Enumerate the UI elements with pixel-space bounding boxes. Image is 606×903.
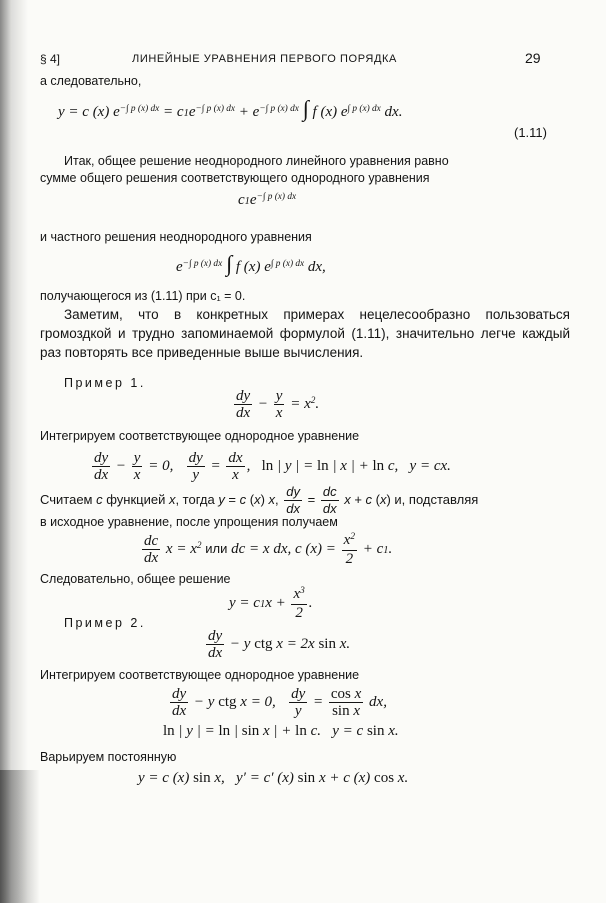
homogeneous-solution-formula: $c1e^{-\int p (x) dx}$ [238, 191, 297, 208]
section-marker: § 4] [40, 52, 61, 66]
general-solution-line-1: Итак, общее решение неоднородного линейного уравнения равно [64, 154, 449, 168]
example-1-general-solution: y = c1x + $\frac{x^3}{2}$ . [229, 585, 313, 621]
integrate-homogeneous-2: Интегрируем соответствующее однородное уравнение [40, 668, 360, 682]
particular-solution-text: и частного решения неоднородного уравнения [40, 230, 312, 244]
example-1-homogeneous: $\frac{dy}{dx}$ − $\frac{y}{x}$ = 0, $\frac{dy}{y}$ = $\frac{dx}{x}$ , ln | y | = ln | x | + ln c, y = cx. [94, 450, 451, 483]
example-1-dc-equation: $\frac{dc}{dx}$ $x = x^2$ или dc = x dx, c (x) = $\frac{x^2}{2}$ + c1. [144, 531, 393, 567]
assume-c-function-line: Считаем c функцией x, тогда y = c (x) x, $\frac{dy}{dx}$ = $\frac{dc}{dx}$ x + c (x) и, подставляя [40, 484, 479, 516]
obtained-text: получающегося из (1.11) при c₁ = 0. [40, 289, 246, 303]
particular-solution-formula: $e^{-\int p (x) dx}$ ∫ f (x) $e^{\int p (x) dx}$ dx, [176, 251, 326, 276]
integrate-homogeneous-1: Интегрируем соответствующее однородное уравнение [40, 429, 360, 443]
equation-1-11: y = c (x) $e^{-\int p (x) dx} = c1e^{-\int p (x) dx} + e^{-\int p (x) dx}$ ∫ f (x) $e^{\int p (x) dx}$ dx. [58, 96, 403, 121]
vary-constant-text: Варьируем постоянную [40, 750, 177, 764]
therefore-text: Следовательно, общее решение [40, 572, 231, 586]
example-2-variation: y = c (x) sin x, y′ = c′ (x) sin x + c (x) cos x. [138, 770, 409, 786]
page-number: 29 [525, 50, 541, 66]
page-edge-shadow [0, 0, 28, 903]
equation-number: (1.11) [514, 125, 547, 140]
after-simplify-text: в исходное уравнение, после упрощения получаем [40, 515, 338, 529]
example-2-label: Пример 2. [64, 616, 146, 630]
remark-paragraph: Заметим, что в конкретных примерах нецелесообразно пользоваться громоздкой и трудно запоминаемой формулой (1.11), значительно легче каждый раз повторять все приведенные выше вычисления. [40, 307, 570, 360]
example-1-label: Пример 1. [64, 376, 146, 390]
page-corner-shadow [0, 770, 40, 903]
example-1-equation: $\frac{dy}{dx}$ − $\frac{y}{x}$ = $x^2$. [236, 388, 320, 421]
running-title: ЛИНЕЙНЫЕ УРАВНЕНИЯ ПЕРВОГО ПОРЯДКА [132, 53, 397, 65]
example-2-homogeneous-a: $\frac{dy}{dx}$ − y ctg x = 0, $\frac{dy}{y}$ = $\frac{\text{cos x}}{\text{sin x}}$ dx, [172, 686, 387, 719]
example-2-homogeneous-b: ln | y | = ln | sin x | + ln c. y = c sin x. [163, 723, 399, 739]
general-solution-line-2: сумме общего решения соответствующего однородного уравнения [40, 171, 430, 185]
consequently-text: а следовательно, [40, 74, 142, 88]
example-2-equation: $\frac{dy}{dx}$ − y ctg x = 2x sin x. [208, 628, 351, 661]
